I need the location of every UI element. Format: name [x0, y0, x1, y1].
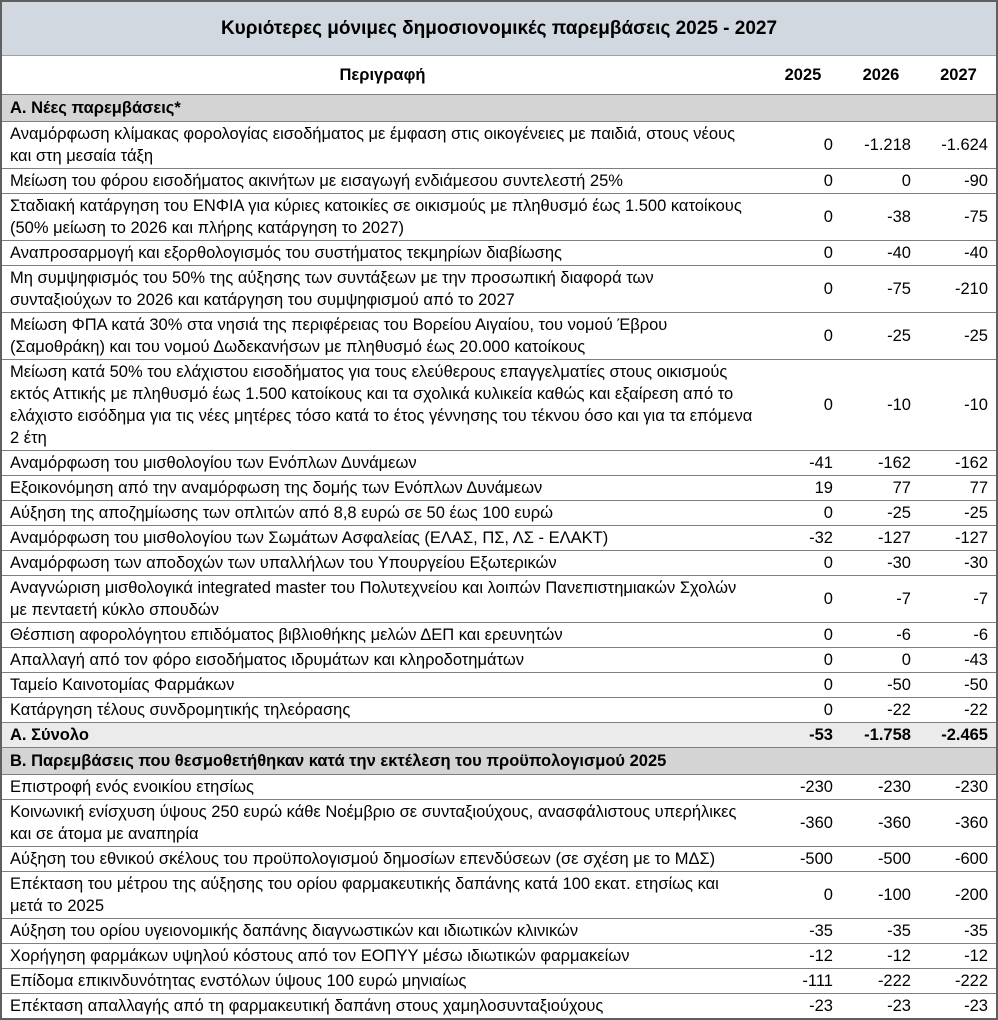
table-row	[1, 944, 997, 969]
value-2027: -35	[919, 919, 997, 944]
row-description: Αναμόρφωση του μισθολογίου των Σωμάτων Ασφαλείας (ΕΛΑΣ, ΠΣ, ΛΣ - ΕΛΑΚΤ)	[1, 526, 763, 551]
row-description: Αναπροσαρμογή και εξορθολογισμός του συστήματος τεκμηρίων διαβίωσης	[1, 241, 763, 266]
row-description: Επίδομα επικινδυνότητας ενστόλων ύψους 100 ευρώ μηνιαίως	[1, 969, 763, 994]
value-2026: -162	[841, 451, 919, 476]
value-2025: 0	[763, 648, 841, 673]
value-2025: 0	[763, 266, 841, 313]
value-2027: -10	[919, 360, 997, 451]
value-2026: -6	[841, 623, 919, 648]
row-description: Μείωση ΦΠΑ κατά 30% στα νησιά της περιφέρειας του Βορείου Αιγαίου, του νομού Έβρου (Σαμοθράκη) και του νομού Δωδεκανήσων με πληθυσμό έως 20.000 κατοίκους	[1, 313, 763, 360]
table-row	[1, 501, 997, 526]
row-description: Επέκταση του μέτρου της αύξησης του ορίου φαρμακευτικής δαπάνης κατά 100 εκατ. ετησίως και μετά το 2025	[1, 872, 763, 919]
value-2025: -53	[763, 723, 841, 748]
table-row	[1, 313, 997, 360]
value-2026: -222	[841, 969, 919, 994]
table-row	[1, 194, 997, 241]
value-2026: -230	[841, 775, 919, 800]
value-2027: -230	[919, 775, 997, 800]
section-header-row	[1, 748, 997, 775]
value-2027: -7	[919, 576, 997, 623]
value-2026: -127	[841, 526, 919, 551]
table-row	[1, 169, 997, 194]
row-description: Απαλλαγή από τον φόρο εισοδήματος ιδρυμάτων και κληροδοτημάτων	[1, 648, 763, 673]
col-header-description: Περιγραφή	[1, 56, 763, 95]
value-2027: -75	[919, 194, 997, 241]
value-2027: -6	[919, 623, 997, 648]
table-row	[1, 969, 997, 994]
col-header-2026: 2026	[841, 56, 919, 95]
value-2027: -162	[919, 451, 997, 476]
row-description: Μείωση του φόρου εισοδήματος ακινήτων με εισαγωγή ενδιάμεσου συντελεστή 25%	[1, 169, 763, 194]
value-2027: -12	[919, 944, 997, 969]
table-row	[1, 994, 997, 1020]
row-description: Αύξηση του εθνικού σκέλους του προϋπολογισμού δημοσίων επενδύσεων (σε σχέση με το ΜΔΣ)	[1, 847, 763, 872]
row-description: Κοινωνική ενίσχυση ύψους 250 ευρώ κάθε Νοέμβριο σε συνταξιούχους, ανασφάλιστους υπερήλικες και σε άτομα με αναπηρία	[1, 800, 763, 847]
value-2026: -1.758	[841, 723, 919, 748]
column-header-row	[1, 56, 997, 95]
section-header-label: Β. Παρεμβάσεις που θεσμοθετήθηκαν κατά την εκτέλεση του προϋπολογισμού 2025	[1, 748, 997, 775]
table-row	[1, 241, 997, 266]
table-row	[1, 648, 997, 673]
row-description: Αναγνώριση μισθολογικά integrated master του Πολυτεχνείου και λοιπών Πανεπιστημιακών Σχολών με πενταετή κύκλο σπουδών	[1, 576, 763, 623]
value-2026: -500	[841, 847, 919, 872]
value-2026: 77	[841, 476, 919, 501]
value-2026: 0	[841, 648, 919, 673]
value-2026: -360	[841, 800, 919, 847]
value-2025: -360	[763, 800, 841, 847]
value-2025: 0	[763, 313, 841, 360]
value-2025: 0	[763, 576, 841, 623]
value-2025: 0	[763, 360, 841, 451]
value-2027: -1.624	[919, 122, 997, 169]
value-2026: -50	[841, 673, 919, 698]
value-2025: 0	[763, 623, 841, 648]
row-description: Σταδιακή κατάργηση του ΕΝΦΙΑ για κύριες κατοικίες σε οικισμούς με πληθυσμό έως 1.500 κατοίκους (50% μείωση το 2026 και πλήρης κατάργηση το 2027)	[1, 194, 763, 241]
value-2025: -32	[763, 526, 841, 551]
value-2027: -40	[919, 241, 997, 266]
row-description: Α. Σύνολο	[1, 723, 763, 748]
row-description: Μη συμψηφισμός του 50% της αύξησης των συντάξεων με την προσωπική διαφορά των συνταξιούχων το 2026 και κατάργηση του συμψηφισμού από το 2027	[1, 266, 763, 313]
value-2026: -12	[841, 944, 919, 969]
value-2025: 0	[763, 673, 841, 698]
value-2027: -600	[919, 847, 997, 872]
row-description: Αύξηση της αποζημίωσης των οπλιτών από 8,8 ευρώ σε 50 έως 100 ευρώ	[1, 501, 763, 526]
value-2025: 0	[763, 194, 841, 241]
table-row	[1, 800, 997, 847]
value-2026: -38	[841, 194, 919, 241]
row-description: Θέσπιση αφορολόγητου επιδόματος βιβλιοθήκης μελών ΔΕΠ και ερευνητών	[1, 623, 763, 648]
table-row	[1, 576, 997, 623]
value-2026: -40	[841, 241, 919, 266]
value-2027: -360	[919, 800, 997, 847]
table-body	[1, 95, 997, 1020]
value-2027: -43	[919, 648, 997, 673]
value-2027: -200	[919, 872, 997, 919]
value-2025: -500	[763, 847, 841, 872]
col-header-2025: 2025	[763, 56, 841, 95]
value-2025: -41	[763, 451, 841, 476]
value-2027: -2.465	[919, 723, 997, 748]
value-2027: 77	[919, 476, 997, 501]
col-header-2027: 2027	[919, 56, 997, 95]
value-2027: -30	[919, 551, 997, 576]
row-description: Επιστροφή ενός ενοικίου ετησίως	[1, 775, 763, 800]
row-description: Κατάργηση τέλους συνδρομητικής τηλεόρασης	[1, 698, 763, 723]
value-2026: -35	[841, 919, 919, 944]
table-row	[1, 872, 997, 919]
value-2027: -25	[919, 313, 997, 360]
value-2025: 0	[763, 122, 841, 169]
value-2025: -35	[763, 919, 841, 944]
row-description: Χορήγηση φαρμάκων υψηλού κόστους από τον ΕΟΠΥΥ μέσω ιδιωτικών φαρμακείων	[1, 944, 763, 969]
value-2027: -222	[919, 969, 997, 994]
value-2025: 0	[763, 241, 841, 266]
row-description: Ταμείο Καινοτομίας Φαρμάκων	[1, 673, 763, 698]
value-2027: -210	[919, 266, 997, 313]
section-header-label: Α. Νέες παρεμβάσεις*	[1, 95, 997, 122]
table-row	[1, 266, 997, 313]
value-2026: -25	[841, 501, 919, 526]
value-2027: -23	[919, 994, 997, 1020]
total-row	[1, 723, 997, 748]
value-2025: 0	[763, 698, 841, 723]
row-description: Αναμόρφωση του μισθολογίου των Ενόπλων Δυνάμεων	[1, 451, 763, 476]
value-2025: 0	[763, 872, 841, 919]
value-2026: -23	[841, 994, 919, 1020]
value-2027: -127	[919, 526, 997, 551]
row-description: Αναμόρφωση κλίμακας φορολογίας εισοδήματος με έμφαση στις οικογένειες με παιδιά, στους νέους και στη μεσαία τάξη	[1, 122, 763, 169]
table-row	[1, 360, 997, 451]
table-row	[1, 476, 997, 501]
value-2025: -230	[763, 775, 841, 800]
table-row	[1, 623, 997, 648]
value-2026: -100	[841, 872, 919, 919]
value-2026: -1.218	[841, 122, 919, 169]
value-2026: 0	[841, 169, 919, 194]
row-description: Αύξηση του ορίου υγειονομικής δαπάνης διαγνωστικών και ιδιωτικών κλινικών	[1, 919, 763, 944]
value-2026: -25	[841, 313, 919, 360]
value-2025: -12	[763, 944, 841, 969]
value-2025: 0	[763, 551, 841, 576]
row-description: Μείωση κατά 50% του ελάχιστου εισοδήματος για τους ελεύθερους επαγγελματίες στους οικισμούς εκτός Αττικής με πληθυσμό έως 1.500 κατοίκους και τα σχολικά κυλικεία καθώς και εξαίρεση από το ελάχιστο εισόδημα για τις νέες μητέρες τόσο κατά το έτος γέννησης του τέκνου όσο και για τα επόμενα 2 έτη	[1, 360, 763, 451]
section-header-row	[1, 95, 997, 122]
value-2026: -7	[841, 576, 919, 623]
table-row	[1, 673, 997, 698]
table-title: Κυριότερες μόνιμες δημοσιονομικές παρεμβάσεις 2025 - 2027	[1, 1, 997, 56]
value-2027: -25	[919, 501, 997, 526]
row-description: Εξοικονόμηση από την αναμόρφωση της δομής των Ενόπλων Δυνάμεων	[1, 476, 763, 501]
table-title-row	[1, 1, 997, 56]
table-row	[1, 847, 997, 872]
table-row	[1, 775, 997, 800]
value-2026: -75	[841, 266, 919, 313]
value-2025: -23	[763, 994, 841, 1020]
row-description: Επέκταση απαλλαγής από τη φαρμακευτική δαπάνη στους χαμηλοσυνταξιούχους	[1, 994, 763, 1020]
value-2027: -22	[919, 698, 997, 723]
value-2025: 0	[763, 169, 841, 194]
table-row	[1, 122, 997, 169]
value-2026: -22	[841, 698, 919, 723]
value-2025: -111	[763, 969, 841, 994]
value-2025: 0	[763, 501, 841, 526]
table-row	[1, 919, 997, 944]
value-2027: -90	[919, 169, 997, 194]
table-row	[1, 551, 997, 576]
value-2026: -30	[841, 551, 919, 576]
value-2026: -10	[841, 360, 919, 451]
row-description: Αναμόρφωση των αποδοχών των υπαλλήλων του Υπουργείου Εξωτερικών	[1, 551, 763, 576]
table-row	[1, 698, 997, 723]
value-2025: 19	[763, 476, 841, 501]
table-row	[1, 451, 997, 476]
table-row	[1, 526, 997, 551]
value-2027: -50	[919, 673, 997, 698]
